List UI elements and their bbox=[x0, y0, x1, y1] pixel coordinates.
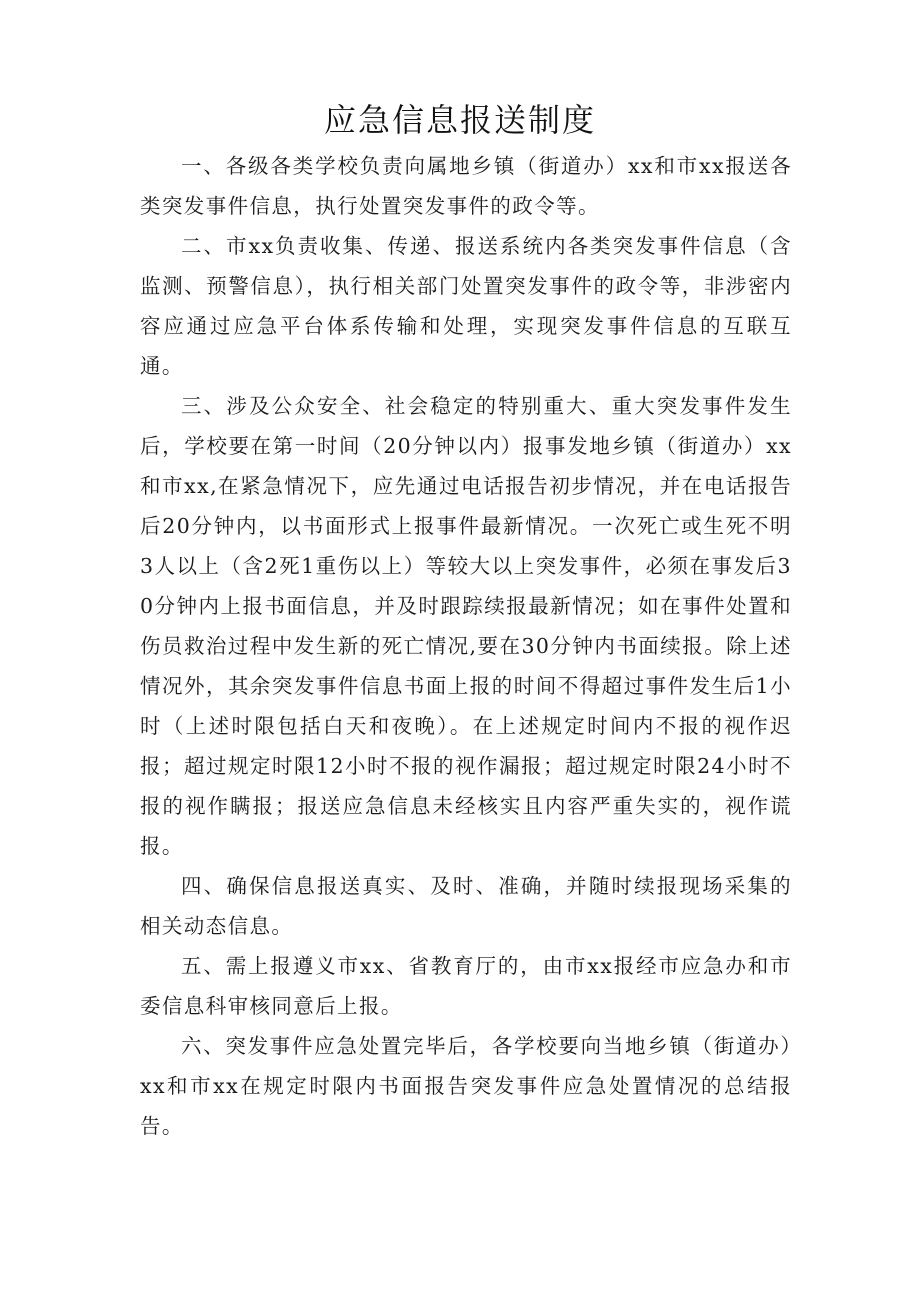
document-body bbox=[140, 146, 792, 1146]
paragraph-4: 四、确保信息报送真实、及时、准确，并随时续报现场采集的相关动态信息。 bbox=[140, 874, 792, 938]
paragraph-6: 六、突发事件应急处置完毕后，各学校要向当地乡镇（街道办）xx和市xx在规定时限内书面报告突发事件应急处置情况的总结报告。 bbox=[140, 1034, 792, 1138]
paragraph-2: 二、市xx负责收集、传递、报送系统内各类突发事件信息（含监测、预警信息），执行相关部门处置突发事件的政令等，非涉密内容应通过应急平台体系传输和处理，实现突发事件信息的互联互通。 bbox=[140, 234, 792, 378]
paragraph-5: 五、需上报遵义市xx、省教育厅的，由市xx报经市应急办和市委信息科审核同意后上报。 bbox=[140, 954, 792, 1018]
paragraph-1: 一、各级各类学校负责向属地乡镇（街道办）xx和市xx报送各类突发事件信息，执行处置突发事件的政令等。 bbox=[140, 154, 792, 218]
document-title: 应急信息报送制度 bbox=[323, 101, 596, 139]
paragraph-3: 三、涉及公众安全、社会稳定的特别重大、重大突发事件发生后，学校要在第一时间（20分钟以内）报事发地乡镇（街道办）xx和市xx,在紧急情况下，应先通过电话报告初步情况，并在电话报告后20分钟内，以书面形式上报事件最新情况。一次死亡或生死不明3人以上（含2死1重伤以上）等较大以上突发事件，必须在事发后30分钟内上报书面信息，并及时跟踪续报最新情况；如在事件处置和伤员救治过程中发生新的死亡情况,要在30分钟内书面续报。除上述情况外，其余突发事件信息书面上报的时间不得超过事件发生后1小时（上述时限包括白天和夜晚）。在上述规定时间内不报的视作迟报；超过规定时限12小时不报的视作漏报；超过规定时限24小时不报的视作瞒报；报送应急信息未经核实且内容严重失实的，视作谎报。 bbox=[140, 394, 792, 858]
